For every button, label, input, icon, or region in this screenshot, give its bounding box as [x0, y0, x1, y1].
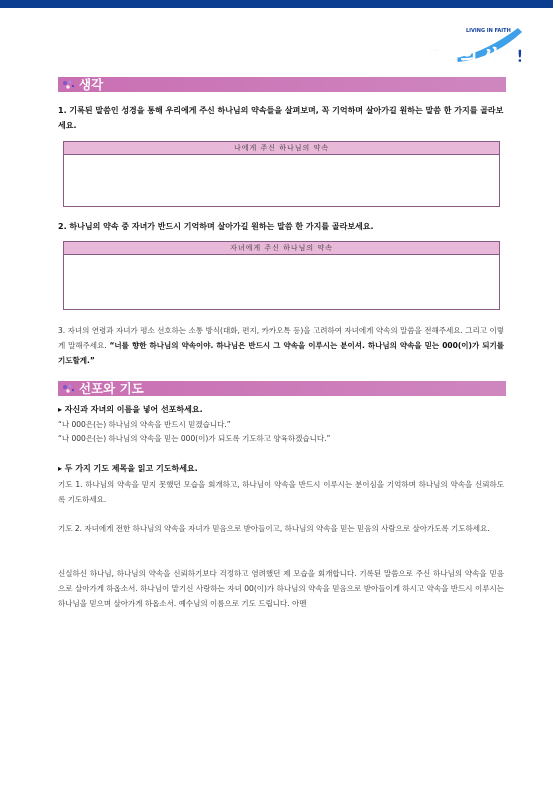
question-3-text: 3. 자녀의 연령과 자녀가 평소 선호하는 소통 방식(대화, 편지, 카카오톡 등)을 고려하여 자녀에게 약속의 말씀을 전해주세요. 그리고 이렇게 말해주세요. [58, 326, 504, 350]
top-banner-bar [0, 0, 553, 8]
prayer-item-2: 기도 2. 자녀에게 전한 하나님의 약속을 자녀가 믿음으로 받아들이고, 하나님의 약속을 믿는 믿음의 사람으로 살아가도록 기도하세요. [58, 524, 490, 533]
answer-box-label: 나에게 주신 하나님의 약속 [64, 142, 499, 155]
question-3-emphasis: “너를 향한 하나님의 약속이야. 하나님은 반드시 그 약속을 이루시는 분이셔. 하나님의 약속을 믿는 000(이)가 되기를 기도할게.” [58, 341, 504, 365]
prayer-item-1: 기도 1. 하나님의 약속을 믿지 못했던 모습을 회개하고, 하나님이 약속을 반드시 이루시는 분이심을 기억하며 하나님의 약속을 신뢰하도록 기도하세요. [58, 480, 504, 504]
question-2: 2. 하나님의 약속 중 자녀가 반드시 기억하며 살아가길 원하는 말씀 한 가지를 골라보세요. [58, 222, 374, 231]
logo-line2: 믿음의 사람! [428, 47, 524, 67]
section-header-declaration-prayer [58, 381, 506, 396]
answer-box-child-promise[interactable] [63, 241, 500, 310]
sparkle-icon [62, 383, 76, 394]
declare-title: ▸ 자신과 자녀의 이름을 넣어 선포하세요. [58, 405, 203, 414]
section-header-thinking [58, 77, 506, 92]
declare-line-1: “나 000은(는) 하나님의 약속을 반드시 믿겠습니다.” [58, 420, 231, 429]
section-title: 선포와 기도 [79, 381, 144, 396]
question-3 [58, 323, 504, 368]
answer-box-my-promise[interactable] [63, 141, 500, 207]
section-title: 생각 [79, 77, 104, 92]
question-1: 1. 기록된 말씀인 성경을 통해 우리에게 주신 하나님의 약속들을 살펴보며, 꼭 기억하며 살아가길 원하는 말씀 한 가지를 골라보세요. [58, 106, 504, 130]
answer-box-label: 자녀에게 주신 하나님의 약속 [64, 242, 499, 255]
logo-tag: LIVING IN FAITH [466, 28, 511, 34]
sparkle-icon [62, 79, 76, 90]
prayer-title: ▸ 두 가지 기도 제목을 읽고 기도하세요. [58, 464, 198, 473]
logo-line1: 나는 [432, 25, 463, 44]
faith-logo [426, 18, 530, 70]
closing-prayer: 신실하신 하나님, 하나님의 약속을 신뢰하기보다 걱정하고 염려했던 제 모습을 회개합니다. 기록된 말씀으로 주신 하나님의 약속을 믿음으로 살아가게 하옵소서. 하나님이 맡기신 사랑하는 자녀 00(이)가 하나님의 약속을 믿음으로 받아들이게 하시고 약속을 반드시 이루시는 하나님을 믿으며 살아가게 하옵소서. 예수님의 이름으로 기도 드립니다. 아멘 [58, 569, 505, 608]
declare-line-2: “나 000은(는) 하나님의 약속을 믿는 000(이)가 되도록 기도하고 양육하겠습니다.” [58, 434, 331, 443]
